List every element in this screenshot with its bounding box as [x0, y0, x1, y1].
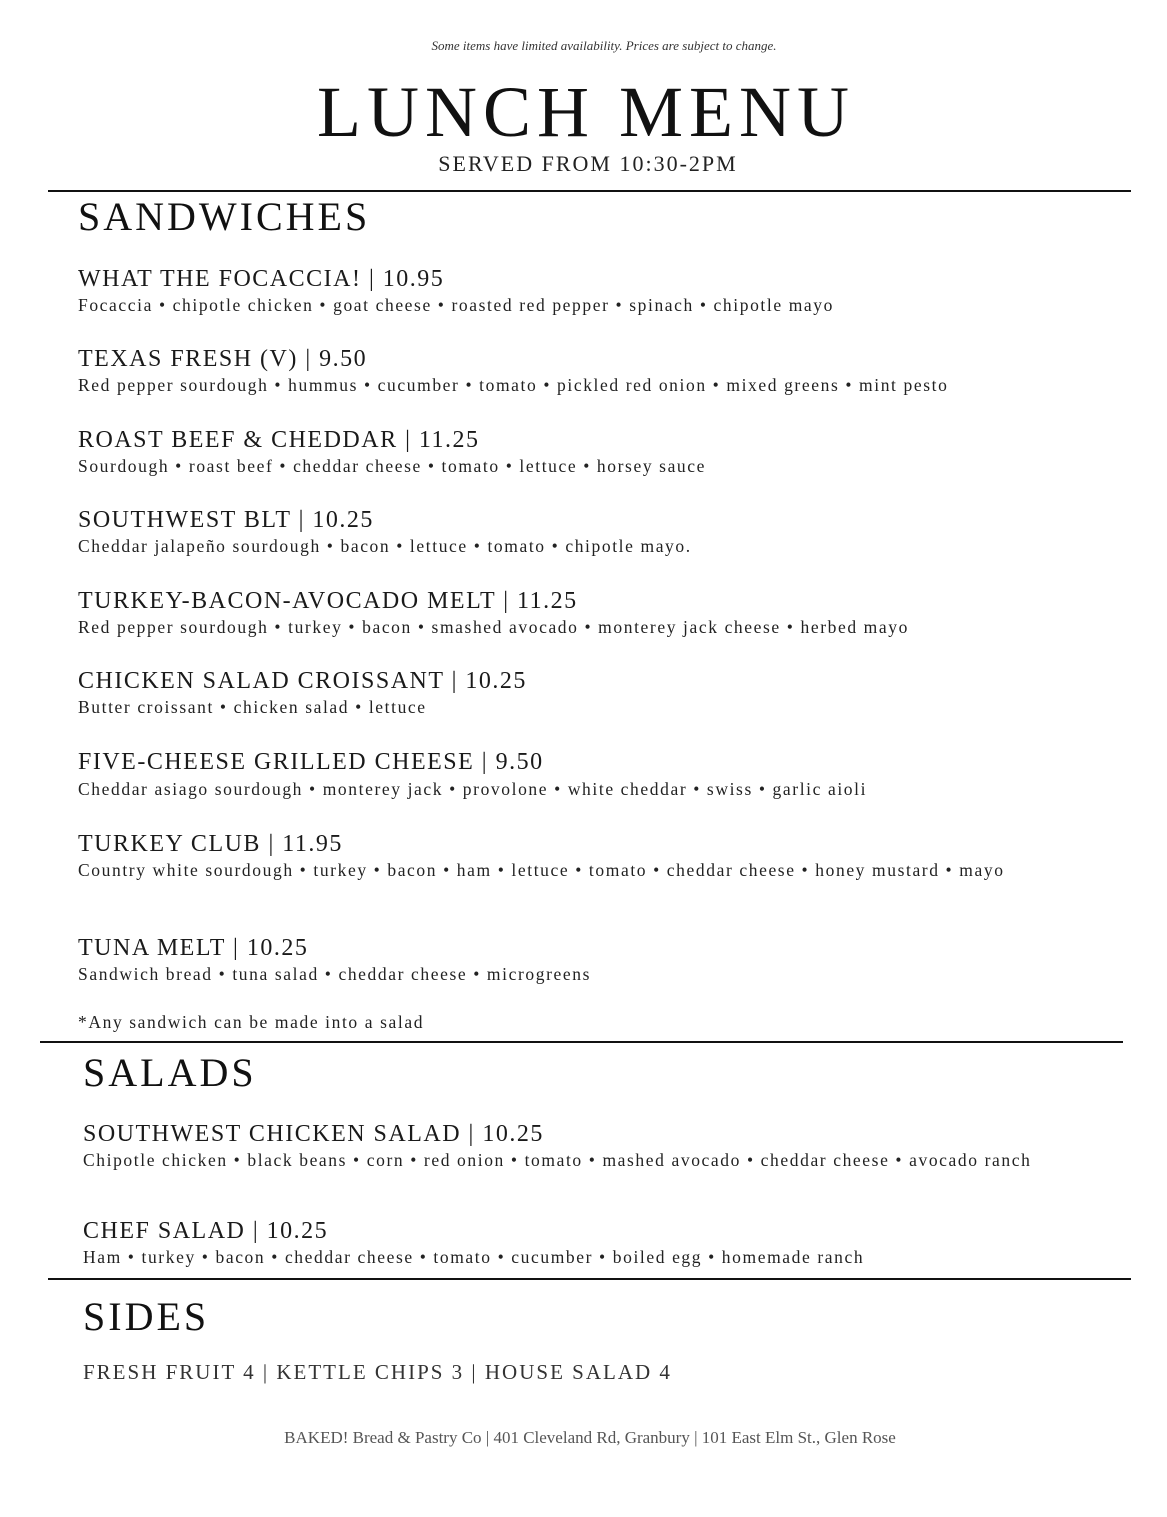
serving-hours: SERVED FROM 10:30-2PM: [438, 151, 738, 176]
menu-item-name: TEXAS FRESH (V) | 9.50: [78, 346, 368, 372]
menu-item-name: CHICKEN SALAD CROISSANT | 10.25: [78, 668, 527, 694]
menu-title: LUNCH MENU: [317, 72, 855, 152]
section-title-sandwiches: SANDWICHES: [78, 194, 371, 239]
menu-item-name: SOUTHWEST BLT | 10.25: [78, 507, 374, 533]
menu-item-description: Butter croissant • chicken salad • lettuce: [78, 697, 427, 717]
footer-address: BAKED! Bread & Pastry Co | 401 Cleveland Rd, Granbury | 101 East Elm St., Glen Rose: [284, 1428, 896, 1447]
menu-item-description: Sandwich bread • tuna salad • cheddar cheese • microgreens: [78, 964, 592, 984]
menu-item-description: Red pepper sourdough • turkey • bacon • smashed avocado • monterey jack cheese • herbed mayo: [78, 617, 909, 637]
section-title-salads: SALADS: [83, 1050, 257, 1095]
menu-item-description: Cheddar jalapeño sourdough • bacon • lettuce • tomato • chipotle mayo.: [78, 536, 692, 556]
menu-item-description: Focaccia • chipotle chicken • goat cheese • roasted red pepper • spinach • chipotle mayo: [78, 295, 834, 315]
menu-item-name: CHEF SALAD | 10.25: [83, 1218, 329, 1244]
menu-item-name: TUNA MELT | 10.25: [78, 935, 309, 961]
divider-sides: [48, 1278, 1131, 1280]
divider-salads: [40, 1041, 1123, 1043]
divider-top: [48, 190, 1131, 192]
menu-item-name: SOUTHWEST CHICKEN SALAD | 10.25: [83, 1121, 544, 1147]
menu-item-name: TURKEY-BACON-AVOCADO MELT | 11.25: [78, 588, 578, 614]
menu-item-description: Ham • turkey • bacon • cheddar cheese • tomato • cucumber • boiled egg • homemade ranch: [83, 1247, 865, 1267]
menu-item-description: Red pepper sourdough • hummus • cucumber • tomato • pickled red onion • mixed greens • mint pesto: [78, 375, 949, 395]
menu-item-description: Sourdough • roast beef • cheddar cheese • tomato • lettuce • horsey sauce: [78, 456, 707, 476]
sandwich-note: *Any sandwich can be made into a salad: [78, 1012, 425, 1032]
availability-notice: Some items have limited availability. Prices are subject to change.: [431, 38, 777, 53]
menu-item-name: TURKEY CLUB | 11.95: [78, 831, 343, 857]
menu-item-description: Country white sourdough • turkey • bacon • ham • lettuce • tomato • cheddar cheese • honey mustard • mayo: [78, 860, 1005, 880]
section-title-sides: SIDES: [83, 1294, 210, 1339]
menu-item-name: ROAST BEEF & CHEDDAR | 11.25: [78, 427, 480, 453]
menu-item-name: WHAT THE FOCACCIA! | 10.95: [78, 266, 445, 292]
sides-list: FRESH FRUIT 4 | KETTLE CHIPS 3 | HOUSE SALAD 4: [83, 1360, 672, 1384]
menu-item-name: FIVE-CHEESE GRILLED CHEESE | 9.50: [78, 749, 544, 775]
menu-item-description: Cheddar asiago sourdough • monterey jack • provolone • white cheddar • swiss • garlic aioli: [78, 779, 868, 799]
menu-item-description: Chipotle chicken • black beans • corn • red onion • tomato • mashed avocado • cheddar cheese • avocado ranch: [83, 1150, 1032, 1170]
